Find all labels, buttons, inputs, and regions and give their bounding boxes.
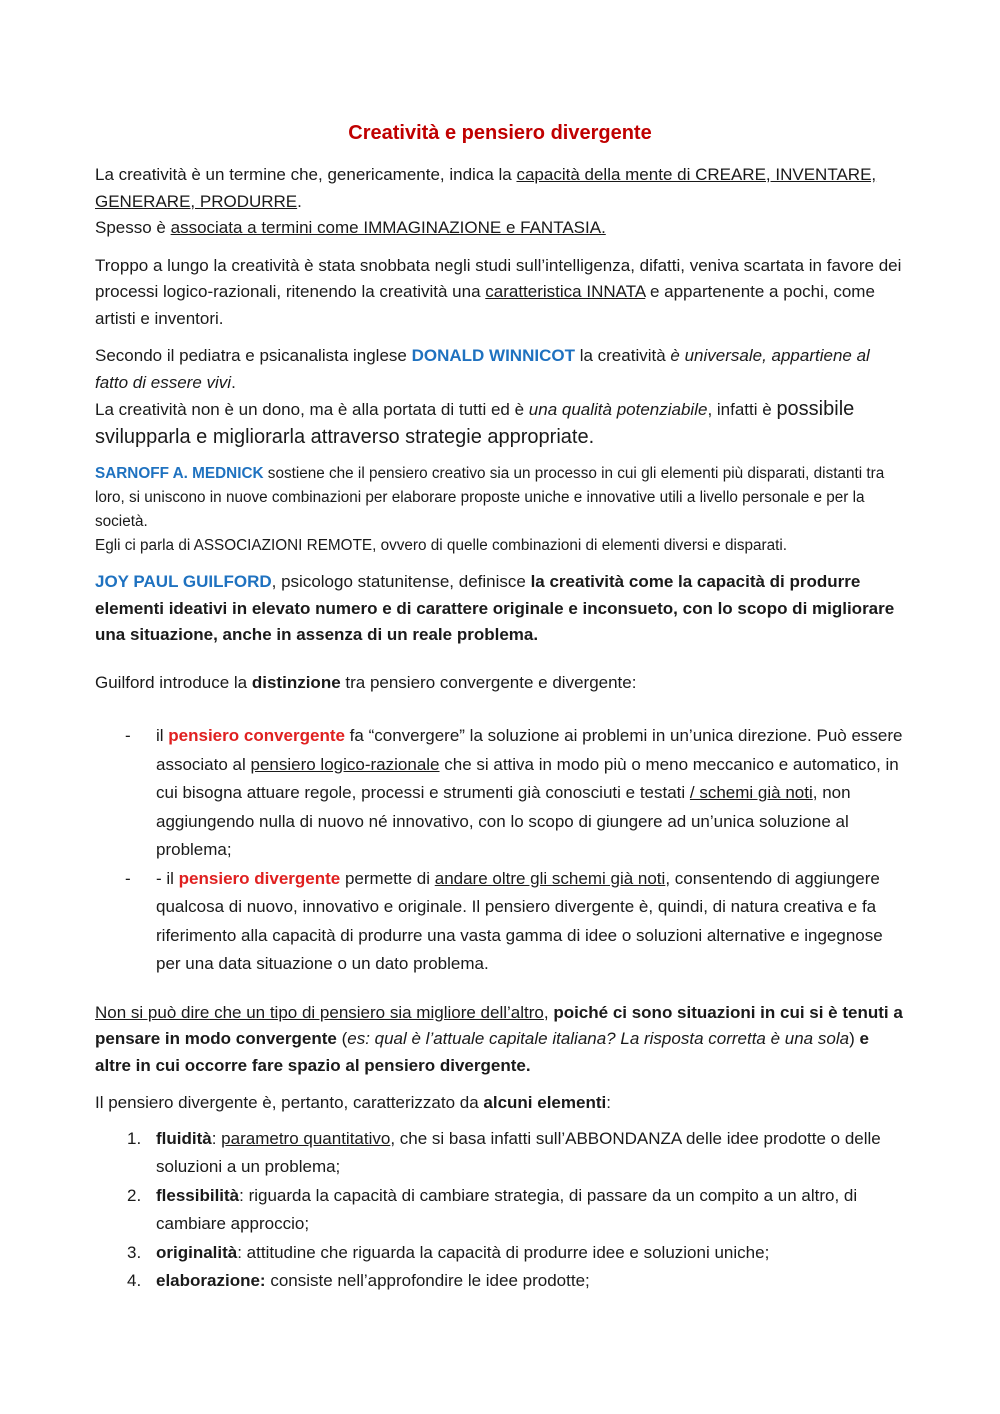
- paragraph-comparison: Non si può dire che un tipo di pensiero sia migliore dell’altro, poiché ci sono situazioni in cui si è tenuti a pensare in modo convergente (es: qual è l’attuale capitale italiana? La risposta corretta è una sola) e altre in cui occorre fare spazio al pensiero divergente.: [95, 1002, 903, 1075]
- list-item: 4. elaborazione: consiste nell’approfondire le idee prodotte;: [95, 1267, 905, 1296]
- paragraph-distinction: Guilford introduce la distinzione tra pensiero convergente e divergente:: [95, 672, 637, 692]
- list-item: - - il pensiero divergente permette di andare oltre gli schemi già noti, consentendo di aggiungere qualcosa di nuovo, innovativo e originale. Il pensiero divergente è, quindi, di natura creativa e fa riferimento alla capacità di produrre una vasta gamma di idee o soluzioni alternative e ingegnose per una data situazione o un dato problema.: [95, 865, 905, 979]
- underlined-text: andare oltre gli schemi già noti: [434, 868, 666, 888]
- list-item: - il pensiero convergente fa “convergere” la soluzione ai problemi in un’unica direzione. Può essere associato al pensiero logico-razionale che si attiva in modo più o meno meccanico e automatico, in cui bisogna attuare regole, processi e strumenti già conosciuti e testati / schemi già noti, non aggiungendo nulla di nuovo né innovativo, con lo scopo di giungere ad un’unica soluzione al problema;: [95, 722, 905, 865]
- underlined-text: associata a termini come IMMAGINAZIONE e FANTASIA.: [170, 218, 606, 237]
- paragraph-guilford: JOY PAUL GUILFORD, psicologo statunitense, definisce la creatività come la capacità di produrre elementi ideativi in elevato numero e di carattere originale e inconsueto, con lo scopo di migliorare una situazione, anche in assenza di un reale problema.: [95, 572, 895, 644]
- list-item: 1. fluidità: parametro quantitativo, che si basa infatti sull’ABBONDANZA delle idee prodotte o delle soluzioni a un problema;: [95, 1125, 905, 1182]
- underlined-text: / schemi già noti: [689, 783, 813, 802]
- list-marker: 4.: [127, 1271, 142, 1290]
- numbered-list: [95, 1125, 905, 1296]
- paragraph-winnicot: Secondo il pediatra e psicanalista inglese DONALD WINNICOT la creatività è universale, appartiene al fatto di essere vivi. La creatività non è un dono, ma è alla portata di tutti ed è una qualità potenziabile, infatti è possibile svilupparla e migliorarla attraverso strategie appropriate.: [95, 346, 870, 448]
- dash-list: [95, 722, 905, 979]
- list-marker: -: [125, 726, 131, 745]
- list-marker: -: [125, 868, 131, 888]
- paragraph-history: Troppo a lungo la creatività è stata snobbata negli studi sull’intelligenza, difatti, veniva scartata in favore dei processi logico-razionali, ritenendo la creatività una caratteristica INNATA e appartenente a pochi, come artisti e inventori.: [95, 255, 902, 328]
- underlined-text: Non si può dire che un tipo di pensiero sia migliore dell’altro: [95, 1002, 544, 1022]
- author-name: SARNOFF A. MEDNICK: [95, 465, 264, 482]
- underlined-text: parametro quantitativo: [221, 1128, 391, 1148]
- list-marker: 1.: [127, 1128, 142, 1148]
- underlined-text: caratteristica INNATA: [485, 282, 646, 301]
- document-title: Creatività e pensiero divergente: [348, 122, 652, 144]
- list-item: 3. originalità: attitudine che riguarda la capacità di produrre idee e soluzioni uniche;: [95, 1239, 905, 1268]
- highlighted-term: pensiero convergente: [168, 726, 345, 745]
- author-name: DONALD WINNICOT: [411, 346, 575, 365]
- underlined-text: capacità della mente di CREARE, INVENTARE, GENERARE, PRODURRE: [95, 165, 877, 211]
- paragraph-definition: La creatività è un termine che, genericamente, indica la capacità della mente di CREARE, INVENTARE, GENERARE, PRODURRE. Spesso è associata a termini come IMMAGINAZIONE e FANTASIA.: [95, 165, 877, 237]
- paragraph-elements: Il pensiero divergente è, pertanto, caratterizzato da alcuni elementi:: [95, 1093, 611, 1112]
- list-item: 2. flessibilità: riguarda la capacità di cambiare strategia, di passare da un compito a un altro, di cambiare approccio;: [95, 1182, 905, 1239]
- author-name: JOY PAUL GUILFORD: [95, 572, 272, 591]
- underlined-text: pensiero logico-razionale: [250, 754, 440, 774]
- list-marker: 3.: [127, 1242, 142, 1262]
- highlighted-term: pensiero divergente: [178, 868, 341, 888]
- list-marker: 2.: [127, 1185, 142, 1205]
- paragraph-mednick: SARNOFF A. MEDNICK sostiene che il pensiero creativo sia un processo in cui gli elementi più disparati, distanti tra loro, si uniscono in nuove combinazioni per elaborare proposte uniche e innovative utili a livello personale e per la società. Egli ci parla di ASSOCIAZIONI REMOTE, ovvero di quelle combinazioni di elementi diversi e disparati.: [95, 465, 885, 554]
